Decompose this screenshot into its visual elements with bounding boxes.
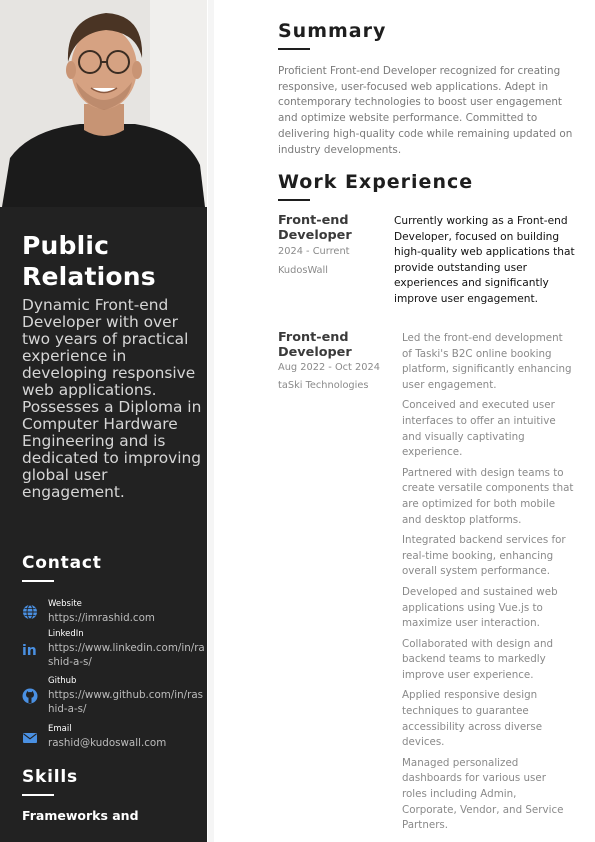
contact-title: Contact: [22, 553, 102, 573]
profile-bio: Dynamic Front-end Developer with over two years of practical experience in developing responsive web applications. Possesses a Diploma in Computer Hardware Engineering and is dedicated to improving global user engagement.: [22, 296, 202, 501]
profile-photo-illustration: [0, 0, 207, 207]
job-dates: Aug 2022 - Oct 2024: [278, 362, 380, 373]
skills-subheading: Frameworks and: [22, 808, 139, 823]
summary-underline: [278, 48, 310, 50]
summary-text: Proficient Front-end Developer recognized for creating responsive, user-focused web applications. Adept in contemporary technologies to boost user engagement and optimize website performance. Committed to delivering high-quality code while remaining updated on industry developments.: [278, 65, 573, 156]
job-description: Currently working as a Front-end Developer, focused on building high-quality web applications that provide outstanding user experiences and significantly improve user engagement.: [394, 215, 575, 305]
contact-linkedin-label: LinkedIn: [48, 629, 84, 639]
skills-underline: [22, 794, 54, 796]
job-bullet: Integrated backend services for real-time booking, enhancing overall system performance.: [402, 534, 566, 578]
contact-email-link[interactable]: rashid@kudoswall.com: [48, 737, 167, 749]
contact-github-link[interactable]: https://www.github.com/in/rashid-a-s/: [48, 689, 204, 715]
job-bullet: Led the front-end development of Taski's B2C online booking platform, significantly enhancing user engagement.: [402, 332, 572, 391]
job-bullet: Conceived and executed user interfaces to offer an intuitive and visually captivating experience.: [402, 399, 556, 459]
column-divider: [208, 0, 214, 842]
contact-linkedin-link[interactable]: https://www.linkedin.com/in/rashid-a-s/: [48, 642, 205, 668]
job-company: taSki Technologies: [278, 380, 369, 391]
summary-title: Summary: [278, 20, 387, 42]
job-title: Front-end Developer: [278, 330, 352, 360]
contact-github-label: Github: [48, 676, 77, 686]
job-title: Front-end Developer: [278, 213, 352, 243]
contact-underline: [22, 580, 54, 582]
experience-title: Work Experience: [278, 171, 474, 193]
contact-website-label: Website: [48, 599, 82, 609]
email-icon: [22, 730, 38, 746]
job-company: KudosWall: [278, 265, 328, 276]
skills-title: Skills: [22, 767, 78, 787]
profile-headline: Public Relations: [22, 231, 156, 291]
linkedin-icon: [22, 641, 38, 657]
job-dates: 2024 - Current: [278, 246, 350, 257]
job-bullet: Managed personalized dashboards for various user roles including Admin, Corporate, Vendor, and Service Partners.: [402, 756, 564, 832]
job-bullet: Collaborated with design and backend teams to markedly improve user experience.: [402, 637, 554, 681]
globe-icon: [22, 604, 38, 620]
github-icon: [22, 688, 38, 704]
job-bullet: Applied responsive design techniques to guarantee accessibility across diverse devices.: [402, 689, 543, 749]
job-bullet: Developed and sustained web applications using Vue.js to maximize user interaction.: [402, 585, 558, 630]
contact-website-link[interactable]: https://imrashid.com: [48, 612, 155, 624]
job-bullet-list: [402, 331, 574, 839]
profile-photo: [0, 0, 207, 207]
experience-underline: [278, 199, 310, 201]
contact-email-label: Email: [48, 724, 72, 734]
sidebar: [0, 0, 207, 842]
job-bullet: Partnered with design teams to create versatile components that are optimized for both mobile and desktop platforms.: [402, 466, 574, 526]
svg-text:in: in: [22, 643, 37, 657]
